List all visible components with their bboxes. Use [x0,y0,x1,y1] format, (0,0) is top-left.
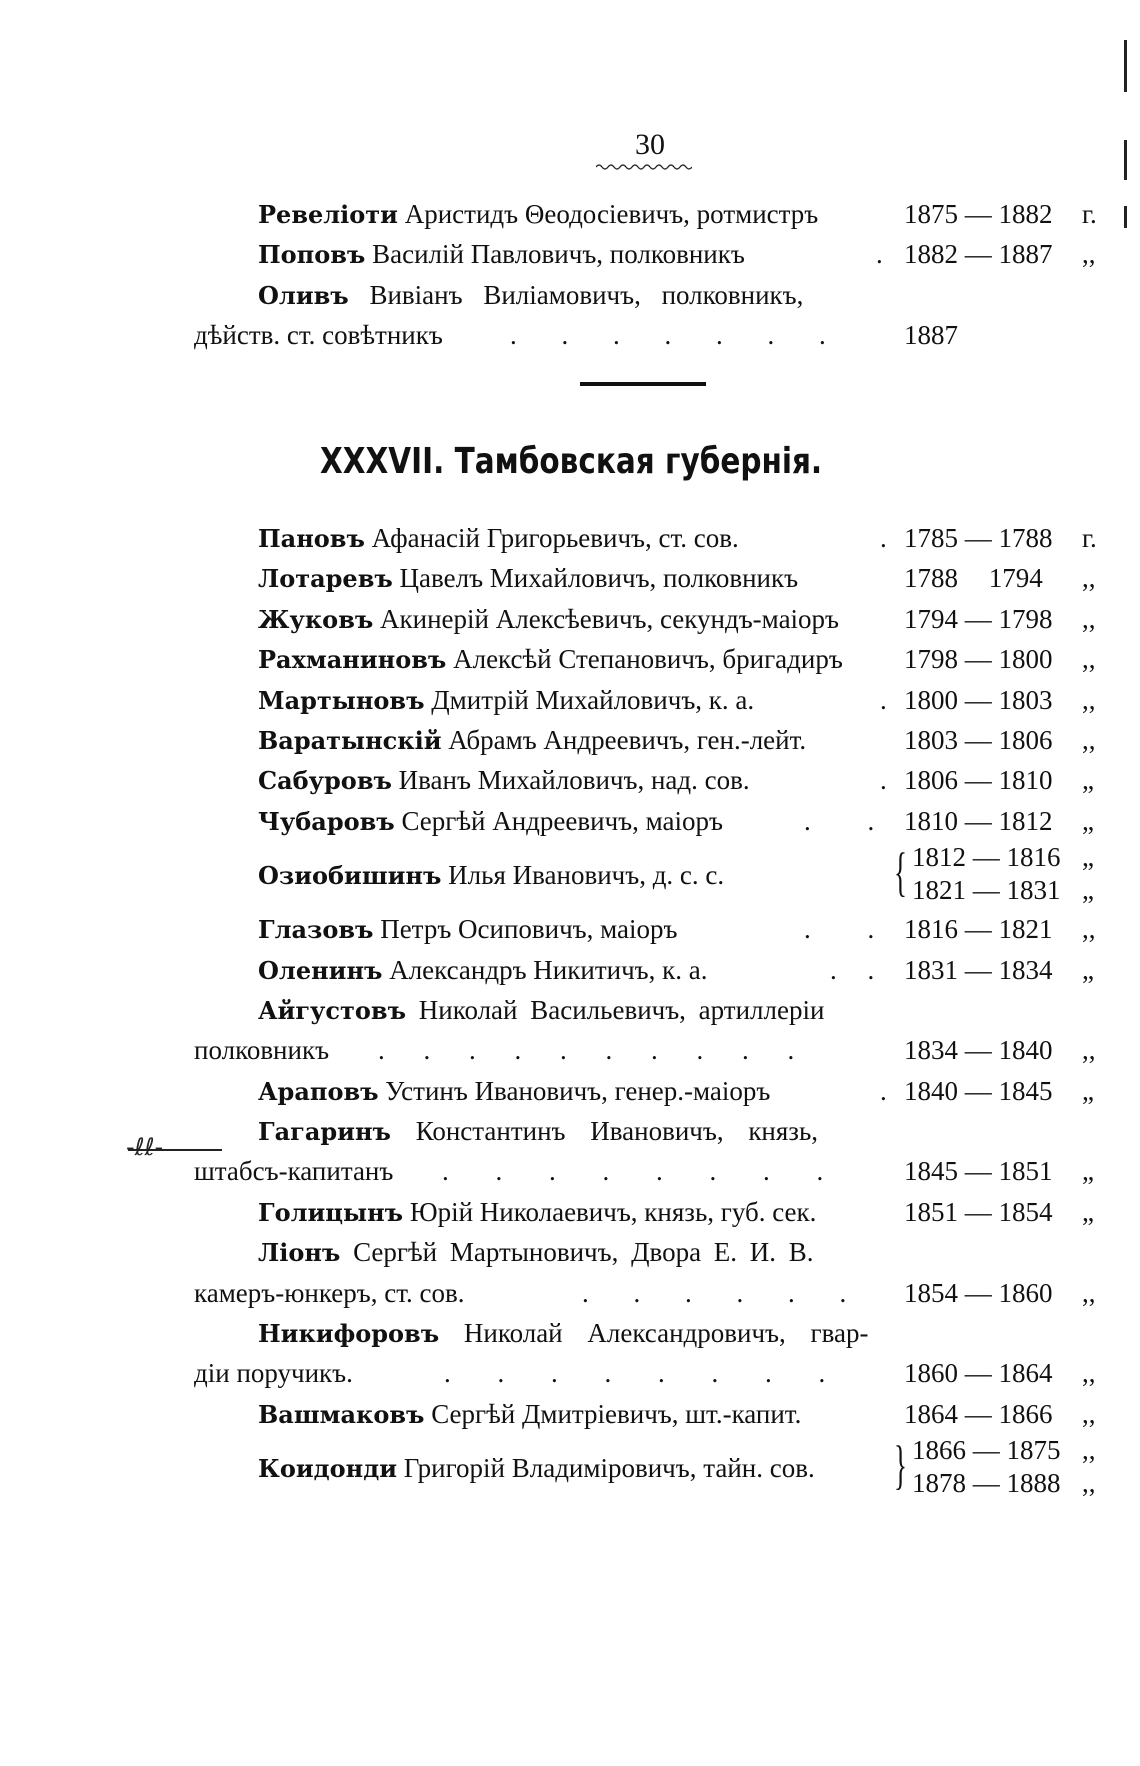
years: 1803 — 1806 [904,724,1053,755]
list-item [194,990,1102,1030]
years: 1831 — 1834 [904,954,1053,985]
scan-edge-mark [1124,206,1127,228]
years: 1785 — 1788 [904,523,1053,553]
list-item [194,234,1102,274]
details: Александръ Никитичъ, к. а. [389,954,708,985]
ditto-mark: ,, [1082,1435,1096,1466]
ditto-mark: „ [1082,1156,1094,1187]
list-item [194,275,1102,315]
surname: Ревеліоти [258,200,398,229]
ditto-mark: ,, [1082,1277,1096,1308]
leader-dots: . . [804,805,875,836]
years: 1788 1794 [904,563,1043,594]
surname: Сабуровъ [258,766,392,796]
list-item [194,639,1102,679]
surname: Голицынъ [258,1197,404,1227]
leader-dots: . . . . . . . [510,320,826,351]
years: 1794 — 1798 [904,603,1053,634]
surname: Оленинъ [258,955,383,985]
ditto-mark: ,, [1082,1398,1096,1429]
details: Аристидъ Θеодосіевичъ, ротмистръ [404,199,819,229]
ditto-mark: ,, [1082,914,1096,945]
list-item [194,1434,1102,1502]
list-item [194,1071,1102,1111]
brace: { [894,842,907,903]
ditto-mark: ,, [1082,1035,1096,1066]
years: 1875 — 1882 [904,199,1053,229]
surname: Жуковъ [258,604,374,634]
surname: Айгустовъ [258,995,406,1025]
list-item-continuation [194,1273,1102,1313]
surname: Никифоровъ [258,1319,440,1349]
list-item [194,194,1102,234]
surname: Коидонди [258,1454,398,1484]
years: 1812 — 1816 [912,842,1061,873]
surname: Чубаровъ [258,806,395,836]
years: 1816 — 1821 [904,914,1053,945]
ditto-mark: „ [1082,765,1094,796]
list-item-continuation [194,1353,1102,1393]
years: 1806 — 1810 [904,765,1053,796]
leader-dots: . [880,684,887,715]
ditto-mark: г. [1082,523,1097,553]
ditto-mark: „ [1082,842,1094,873]
years: 1854 — 1860 [904,1277,1053,1308]
years: 1845 — 1851 [904,1156,1053,1187]
details: Абрамъ Андреевичъ, ген.-лейт. [448,724,807,755]
ditto-mark: ,, [1082,644,1096,675]
surname: Лотаревъ [258,564,393,594]
previous-section-list [194,194,1102,356]
list-item [194,1111,1102,1151]
ditto-mark: „ [1082,805,1094,836]
details: Афанасій Григорьевичъ, ст. сов. [371,523,739,553]
margin-annotation: -ℓℓ- [126,1133,164,1161]
years: 1887 [904,320,958,351]
surname: Мартыновъ [258,685,425,715]
leader-dots: . [880,523,887,553]
leader-dots: . [876,239,883,270]
list-item [194,760,1102,800]
ditto-mark: „ [1082,1196,1094,1227]
details-continuation: діи поручикъ. [194,1358,353,1389]
list-item [194,1192,1102,1232]
details: Василій Павловичъ, полковникъ [372,239,745,270]
details: Юрій Николаевичъ, князь, губ. сек. [409,1196,817,1227]
list-item [194,558,1102,598]
list-item-continuation [194,1151,1102,1191]
details-continuation: полковникъ [194,1035,330,1066]
years: 1821 — 1831 [912,875,1061,906]
list-item [194,720,1102,760]
leader-dots: . . [830,954,875,985]
years: 1860 — 1864 [904,1358,1053,1389]
list-item [194,680,1102,720]
years: 1851 — 1854 [904,1196,1053,1227]
list-item [194,1232,1102,1272]
surname: Варатынскій [258,725,442,755]
leader-dots: . [880,1075,887,1106]
details: Петръ Осиповичъ, маіоръ [380,914,678,945]
details: Вивіанъ Виліамовичъ, полковникъ, [369,279,804,310]
surname: Глазовъ [258,915,374,945]
details-continuation: дѣйств. ст. совѣтникъ [194,320,443,351]
leader-dots: . [880,765,887,796]
details-continuation: штабсъ-капитанъ [194,1156,394,1187]
surname: Вашмаковъ [258,1399,425,1429]
details: Сергѣй Дмитріевичъ, шт.-капит. [431,1398,802,1429]
years: 1866 — 1875 [912,1435,1061,1466]
section-divider [580,382,706,386]
details: Илья Ивановичъ, д. с. с. [448,860,725,891]
list-item [194,909,1102,949]
details: Константинъ Ивановичъ, князь, [415,1116,819,1147]
details: Алексѣй Степановичъ, бригадиръ [453,644,843,675]
ditto-mark: ,, [1082,724,1096,755]
details-continuation: камеръ-юнкеръ, ст. сов. [194,1277,465,1308]
leader-dots: . . . . . . [582,1277,847,1308]
ditto-mark: ,, [1082,603,1096,634]
details: Сергѣй Андреевичъ, маіоръ [401,805,723,836]
surname: Оливъ [258,280,349,310]
details: Устинъ Ивановичъ, генер.-маіоръ [385,1075,771,1106]
details: Николай Васильевичъ, артиллеріи [418,994,825,1025]
years: 1798 — 1800 [904,644,1053,675]
wavy-rule [596,163,692,171]
list-item-continuation [194,315,1102,355]
list-item [194,841,1102,909]
scan-edge-mark [1124,40,1127,92]
list-item [194,1394,1102,1434]
ditto-mark: „ [1082,875,1094,906]
details: Сергѣй Мартыновичъ, Двора Е. И. В. [353,1237,814,1268]
list-item [194,1313,1102,1353]
years: 1864 — 1866 [904,1398,1053,1429]
years: 1800 — 1803 [904,684,1053,715]
scan-edge-mark [1124,140,1127,180]
list-item [194,950,1102,990]
years: 1840 — 1845 [904,1075,1053,1106]
surname: Поповъ [258,240,366,270]
years: 1834 — 1840 [904,1035,1053,1066]
years: 1882 — 1887 [904,239,1053,270]
ditto-mark: ,, [1082,684,1096,715]
details: Иванъ Михайловичъ, над. сов. [398,765,750,796]
details: Григорій Владиміровичъ, тайн. сов. [403,1453,815,1484]
surname: Рахманиновъ [258,645,447,675]
page-number: 30 [635,128,665,161]
years: 1878 — 1888 [912,1468,1061,1499]
leader-dots: . . . . . . . . [442,1156,824,1187]
leader-dots: . . . . . . . . [444,1358,826,1389]
surname: Пановъ [258,524,365,553]
ditto-mark: „ [1082,954,1094,985]
brace: } [894,1435,907,1496]
leader-dots: . . [804,914,875,945]
ditto-mark: „ [1082,1075,1094,1106]
list-item [194,801,1102,841]
list-item [194,599,1102,639]
ditto-mark: ,, [1082,1358,1096,1389]
surname: Араповъ [258,1076,379,1106]
years: 1810 — 1812 [904,805,1053,836]
list-item-continuation [194,1030,1102,1070]
ditto-mark: ,, [1082,1468,1096,1499]
section-title: XXXVII. Тамбовская губернія. [320,441,823,482]
ditto-mark: г. [1082,199,1097,229]
surname: Озиобишинъ [258,861,442,891]
surname: Ліонъ [258,1238,341,1268]
details: Дмитрій Михайловичъ, к. а. [431,684,755,715]
details: Николай Александровичъ, гвар- [463,1318,869,1349]
ditto-mark: ,, [1082,563,1096,594]
details: Цавелъ Михайловичъ, полковникъ [399,563,799,594]
leader-dots: . . . . . . . . . . [378,1035,795,1066]
ditto-mark: ,, [1082,239,1096,270]
governors-list [194,518,1102,1502]
list-item [194,518,1102,558]
details: Акинерій Алексѣевичъ, секундъ-маіоръ [380,603,840,634]
surname: Гагаринъ [258,1117,391,1147]
